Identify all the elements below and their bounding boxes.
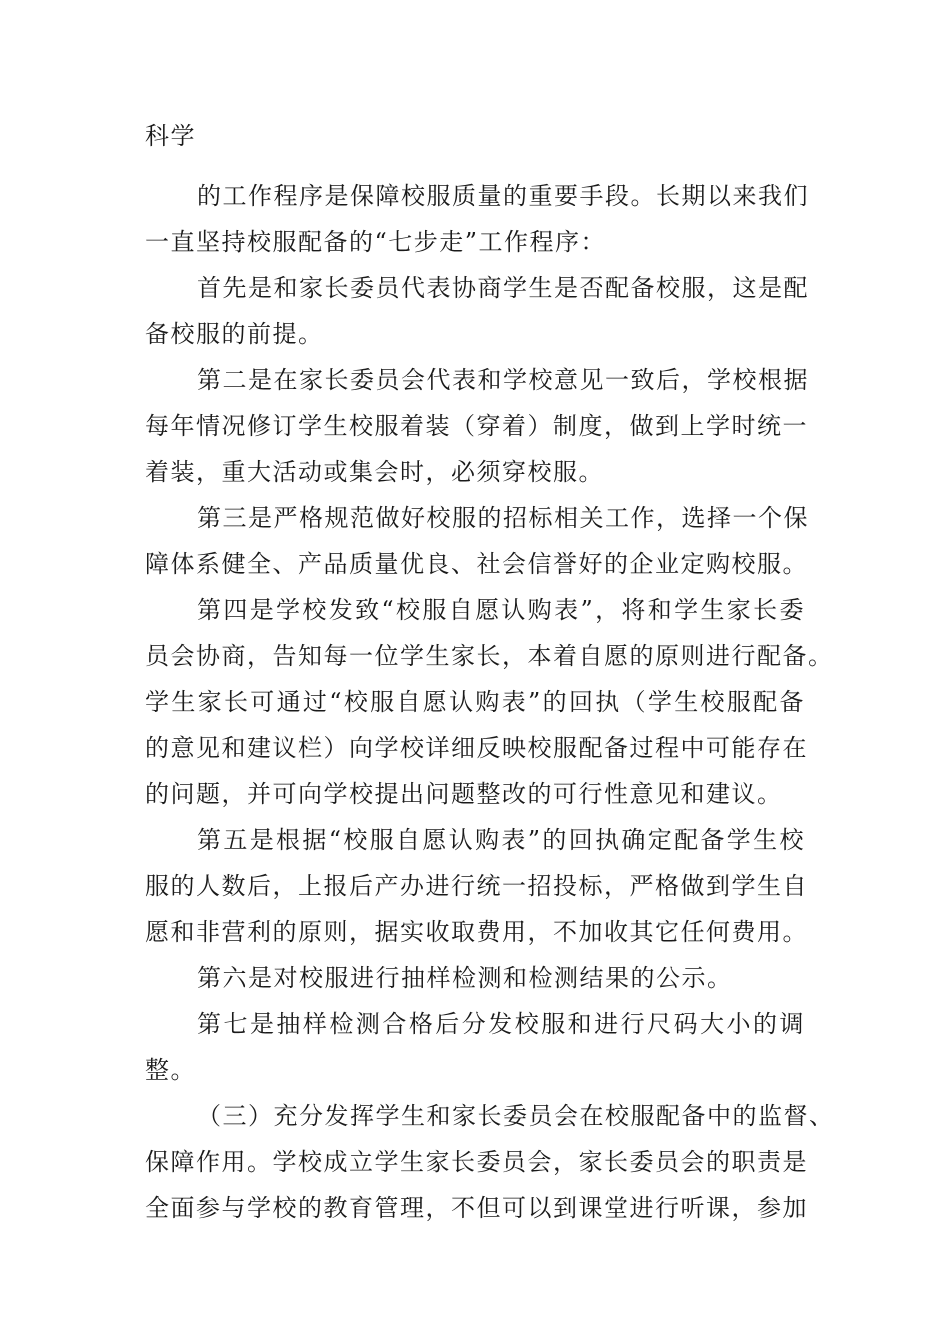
text-line: 第五是根据“校服自愿认购表”的回执确定配备学生校 [197,826,805,854]
text-line: 每年情况修订学生校服着装（穿着）制度，做到上学时统一 [145,412,808,440]
text-line: 一直坚持校服配备的“七步走”工作程序： [145,228,607,256]
text-line: 第七是抽样检测合格后分发校服和进行尺码大小的调 [197,1010,805,1038]
text-line: 第六是对校服进行抽样检测和检测结果的公示。 [197,964,733,992]
text-line: 全面参与学校的教育管理，不但可以到课堂进行听课，参加 [145,1194,808,1222]
text-line: 的意见和建议栏）向学校详细反映校服配备过程中可能存在 [145,734,808,762]
document-body [145,113,835,1231]
text-line: 愿和非营利的原则，据实收取费用，不加收其它任何费用。 [145,918,808,946]
text-line: 的工作程序是保障校服质量的重要手段。长期以来我们 [197,182,809,210]
text-line: 科学 [145,122,196,150]
text-line: 保障作用。学校成立学生家长委员会，家长委员会的职责是 [145,1148,808,1176]
text-line: 首先是和家长委员代表协商学生是否配备校服，这是配 [197,274,809,302]
text-line: 备校服的前提。 [145,320,324,348]
text-line: 第二是在家长委员会代表和学校意见一致后，学校根据 [197,366,809,394]
text-line: （三）充分发挥学生和家长委员会在校服配备中的监督、 [197,1102,835,1130]
text-line: 的问题，并可向学校提出问题整改的可行性意见和建议。 [145,780,783,808]
text-line: 员会协商，告知每一位学生家长，本着自愿的原则进行配备。 [145,642,834,670]
text-line: 整。 [145,1056,196,1084]
text-line: 学生家长可通过“校服自愿认购表”的回执（学生校服配备 [145,688,805,716]
text-line: 第四是学校发致“校服自愿认购表”，将和学生家长委 [197,596,805,624]
text-line: 障体系健全、产品质量优良、社会信誉好的企业定购校服。 [145,550,808,578]
text-line: 着装，重大活动或集会时，必须穿校服。 [145,458,604,486]
text-line: 服的人数后，上报后产办进行统一招投标，严格做到学生自 [145,872,808,900]
text-line: 第三是严格规范做好校服的招标相关工作，选择一个保 [197,504,809,532]
